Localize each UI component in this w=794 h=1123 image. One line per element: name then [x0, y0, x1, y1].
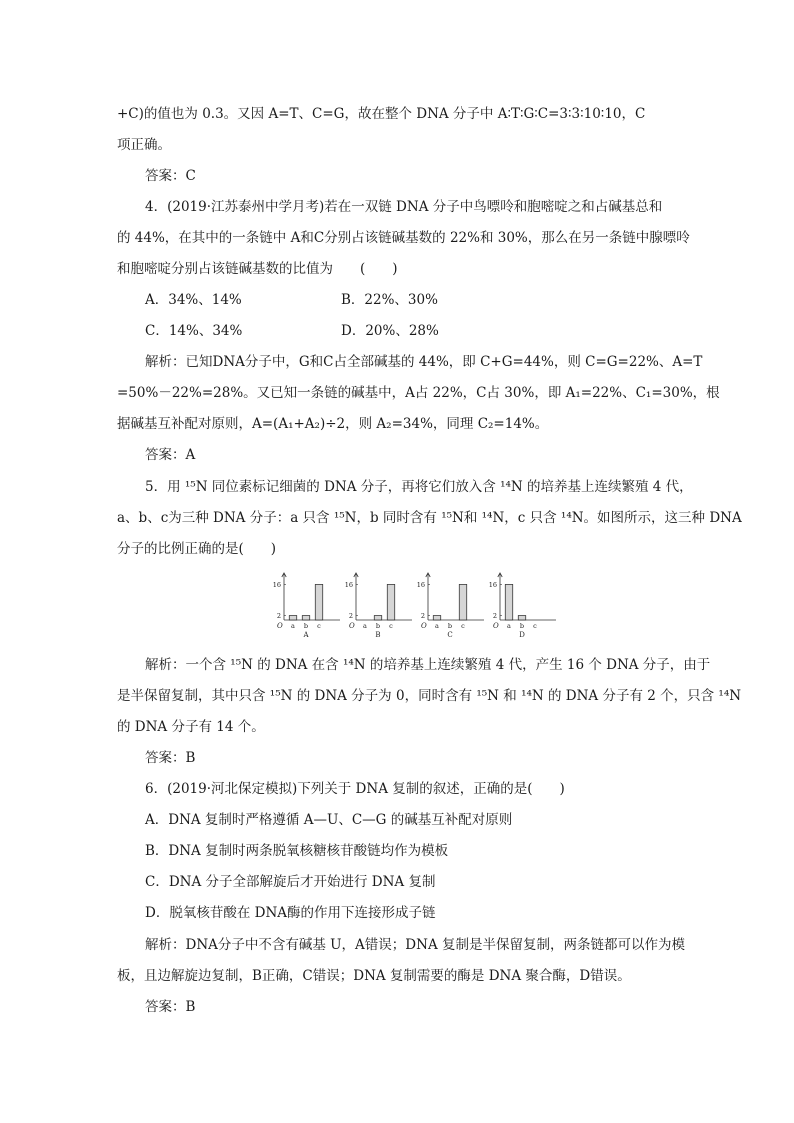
chart-b-xtick-label: a: [363, 622, 367, 630]
chart-c-origin: O: [421, 622, 427, 630]
q6-stem-line: 6．(2019·河北保定模拟)下列关于 DNA 复制的叙述，正确的是( ): [145, 781, 565, 797]
chart-d-bar-b: [518, 616, 526, 620]
chart-d-origin: O: [493, 622, 499, 630]
q3-text-line: 项正确。: [117, 137, 171, 153]
chart-c-ytick-label: 2: [420, 612, 425, 621]
chart-c-ytick-label: 16: [416, 580, 425, 589]
chart-a-origin: O: [277, 622, 283, 630]
chart-a-xtick-label: c: [317, 622, 321, 630]
chart-b-title: B: [375, 631, 381, 639]
q3-text-line: +C)的值也为 0.3。又因 A=T、C=G，故在整个 DNA 分子中 A∶T∶G∶C=3∶3∶10∶10，C: [117, 106, 646, 122]
chart-d-title: D: [519, 631, 525, 639]
chart-b-ytick-label: 16: [344, 580, 353, 589]
q6-option-d: D．脱氧核苷酸在 DNA酶的作用下连接形成子链: [145, 905, 436, 921]
q4-stem-line: 4．(2019·江苏泰州中学月考)若在一双链 DNA 分子中鸟嘌呤和胞嘧啶之和占碱基总和: [145, 199, 663, 215]
q5-stem-line: 5．用 ¹⁵N 同位素标记细菌的 DNA 分子，再将它们放入含 ¹⁴N 的培养基上连续繁殖 4 代，: [145, 479, 693, 495]
chart-a-bar-c: [315, 584, 323, 620]
q4-analysis-line: 据碱基互补配对原则，A=(A₁+A₂)÷2，则 A₂=34%，同理 C₂=14%。: [117, 416, 549, 432]
q4-option-d: D．20%、28%: [341, 323, 439, 339]
chart-d-bar-a: [505, 584, 513, 620]
chart-b-ytick-label: 2: [348, 612, 353, 621]
q5-analysis-line: 是半保留复制，其中只含 ¹⁵N 的 DNA 分子为 0，同时含有 ¹⁵N 和 ¹⁴N 的 DNA 分子有 2 个，只含 ¹⁴N: [117, 688, 742, 704]
q4-option-b: B．22%、30%: [341, 292, 438, 308]
chart-a-ytick-label: 2: [276, 612, 281, 621]
chart-d-xtick-label: b: [519, 622, 525, 630]
chart-b-bar-c: [387, 584, 395, 620]
q4-option-c: C．14%、34%: [145, 323, 243, 339]
chart-b-xtick-label: c: [389, 622, 393, 630]
q4-analysis-line: 解析：已知DNA分子中，G和C占全部碱基的 44%，即 C+G=44%，则 C=G=22%、A=T: [145, 354, 703, 370]
chart-d-xtick-label: a: [507, 622, 511, 630]
q4-option-a: A．34%、14%: [145, 292, 242, 308]
chart-a-bar-a: [289, 616, 297, 620]
chart-c-bar-c: [459, 584, 467, 620]
q6-analysis-line: 解析：DNA分子中不含有碱基 U，A错误；DNA 复制是半保留复制，两条链都可以作为模: [145, 937, 685, 953]
q4-answer: 答案：A: [145, 447, 196, 463]
q4-analysis-line: =50%－22%=28%。又已知一条链的碱基中，A占 22%，C占 30%，即 A₁=22%、C₁=30%，根: [117, 385, 720, 401]
chart-c-xtick-label: b: [447, 622, 453, 630]
q5-analysis-line: 解析：一个含 ¹⁵N 的 DNA 在含 ¹⁴N 的培养基上连续繁殖 4 代，产生 16 个 DNA 分子，由于: [145, 657, 711, 673]
chart-d-xtick-label: c: [533, 622, 537, 630]
chart-b-bar-b: [374, 616, 382, 620]
q4-stem-line: 和胞嘧啶分别占该链碱基数的比值为 ( ): [117, 261, 398, 277]
q3-answer: 答案：C: [145, 168, 196, 184]
chart-c-title: C: [447, 631, 453, 639]
q5-analysis-line: 的 DNA 分子有 14 个。: [117, 719, 265, 735]
chart-a-xtick-label: a: [291, 622, 295, 630]
chart-a-title: A: [303, 631, 309, 639]
q4-stem-line: 的 44%，在其中的一条链中 A和C分别占该链碱基数的 22%和 30%，那么在另一条链中腺嘌呤: [117, 230, 690, 246]
q6-option-a: A．DNA 复制时严格遵循 A—U、C—G 的碱基互补配对原则: [145, 812, 513, 828]
q5-answer: 答案：B: [145, 750, 196, 766]
q6-answer: 答案：B: [145, 999, 196, 1015]
chart-d-ytick-label: 16: [488, 580, 497, 589]
q6-option-c: C．DNA 分子全部解旋后才开始进行 DNA 复制: [145, 874, 436, 890]
q6-option-b: B．DNA 复制时两条脱氧核糖核苷酸链均作为模板: [145, 843, 449, 859]
chart-c-xtick-label: a: [435, 622, 439, 630]
chart-a-xtick-label: b: [303, 622, 309, 630]
q6-analysis-line: 板，且边解旋边复制，B正确，C错误；DNA 复制需要的酶是 DNA 聚合酶，D错误。: [117, 968, 631, 984]
chart-c-bar-a: [433, 616, 441, 620]
chart-b-origin: O: [349, 622, 355, 630]
chart-c-xtick-label: c: [461, 622, 465, 630]
chart-a-ytick-label: 16: [272, 580, 281, 589]
q5-stem-line: 分子的比例正确的是( ): [117, 541, 277, 557]
q5-stem-line: a、b、c为三种 DNA 分子：a 只含 ¹⁵N，b 同时含有 ¹⁵N和 ¹⁴N，c 只含 ¹⁴N。如图所示，这三种 DNA: [117, 510, 742, 526]
chart-d-ytick-label: 2: [492, 612, 497, 621]
q5-option-charts: [268, 572, 558, 642]
chart-a-bar-b: [302, 616, 310, 620]
chart-b-xtick-label: b: [375, 622, 381, 630]
